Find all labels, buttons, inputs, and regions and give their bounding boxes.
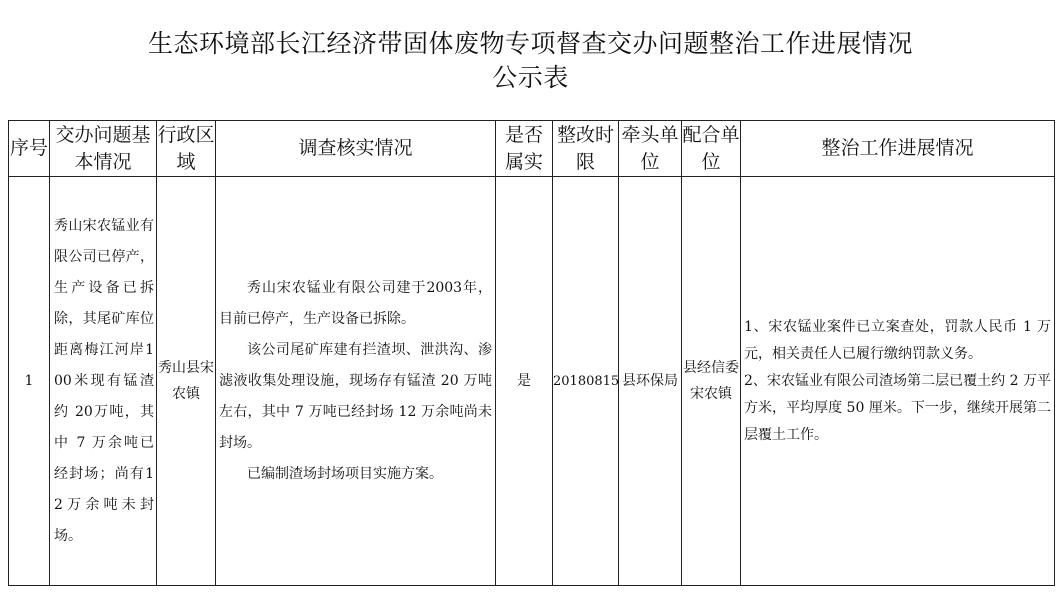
cell-progress	[741, 177, 1055, 586]
cell-lead-unit: 县环保局	[619, 177, 682, 586]
cell-investigation	[216, 177, 496, 586]
cell-is-true: 是	[496, 177, 553, 586]
header-deadline: 整改时限	[553, 121, 619, 177]
header-coop-unit: 配合单位	[682, 121, 741, 177]
header-seq: 序号	[9, 121, 50, 177]
cell-basic-situation: 秀山宋农锰业有限公司已停产，生产设备已拆除，其尾矿库位距离梅江河岸100米现有锰渣约 20万吨，其中 7 万余吨已经封场；尚有12万余吨未封场。	[50, 177, 157, 586]
header-region: 行政区域	[157, 121, 216, 177]
progress-item: 2、宋农锰业有限公司渣场第二层已覆土约 2 万平方米，平均厚度 50 厘米。下一步，继续开展第二层覆土工作。	[744, 372, 1051, 443]
investigation-paragraph: 已编制渣场封场项目实施方案。	[247, 465, 443, 482]
investigation-paragraph: 秀山宋农锰业有限公司建于2003年，目前已停产，生产设备已拆除。	[219, 279, 492, 327]
header-progress: 整治工作进展情况	[741, 121, 1055, 177]
page-title: 生态环境部长江经济带固体废物专项督查交办问题整治工作进展情况	[147, 29, 913, 58]
cell-seq: 1	[9, 177, 50, 586]
header-basic-situation: 交办问题基本情况	[50, 121, 157, 177]
cell-region: 秀山县宋农镇	[157, 177, 216, 586]
header-is-true: 是否属实	[496, 121, 553, 177]
header-lead-unit: 牵头单位	[619, 121, 682, 177]
investigation-paragraph: 该公司尾矿库建有拦渣坝、泄洪沟、渗滤液收集处理设施，现场存有锰渣 20 万吨左右，其中 7 万吨已经封场 12 万余吨尚未封场。	[219, 341, 492, 451]
page-subtitle: 公示表	[492, 63, 569, 92]
table-header-row	[9, 121, 1055, 177]
cell-coop-unit: 县经信委宋农镇	[682, 177, 741, 586]
progress-table	[8, 120, 1055, 586]
table-row	[9, 177, 1055, 586]
header-investigation: 调查核实情况	[216, 121, 496, 177]
cell-deadline: 20180815	[553, 177, 619, 586]
progress-item: 1、宋农锰业案件已立案查处，罚款人民币 1 万元，相关责任人已履行缴纳罚款义务。	[744, 318, 1051, 362]
